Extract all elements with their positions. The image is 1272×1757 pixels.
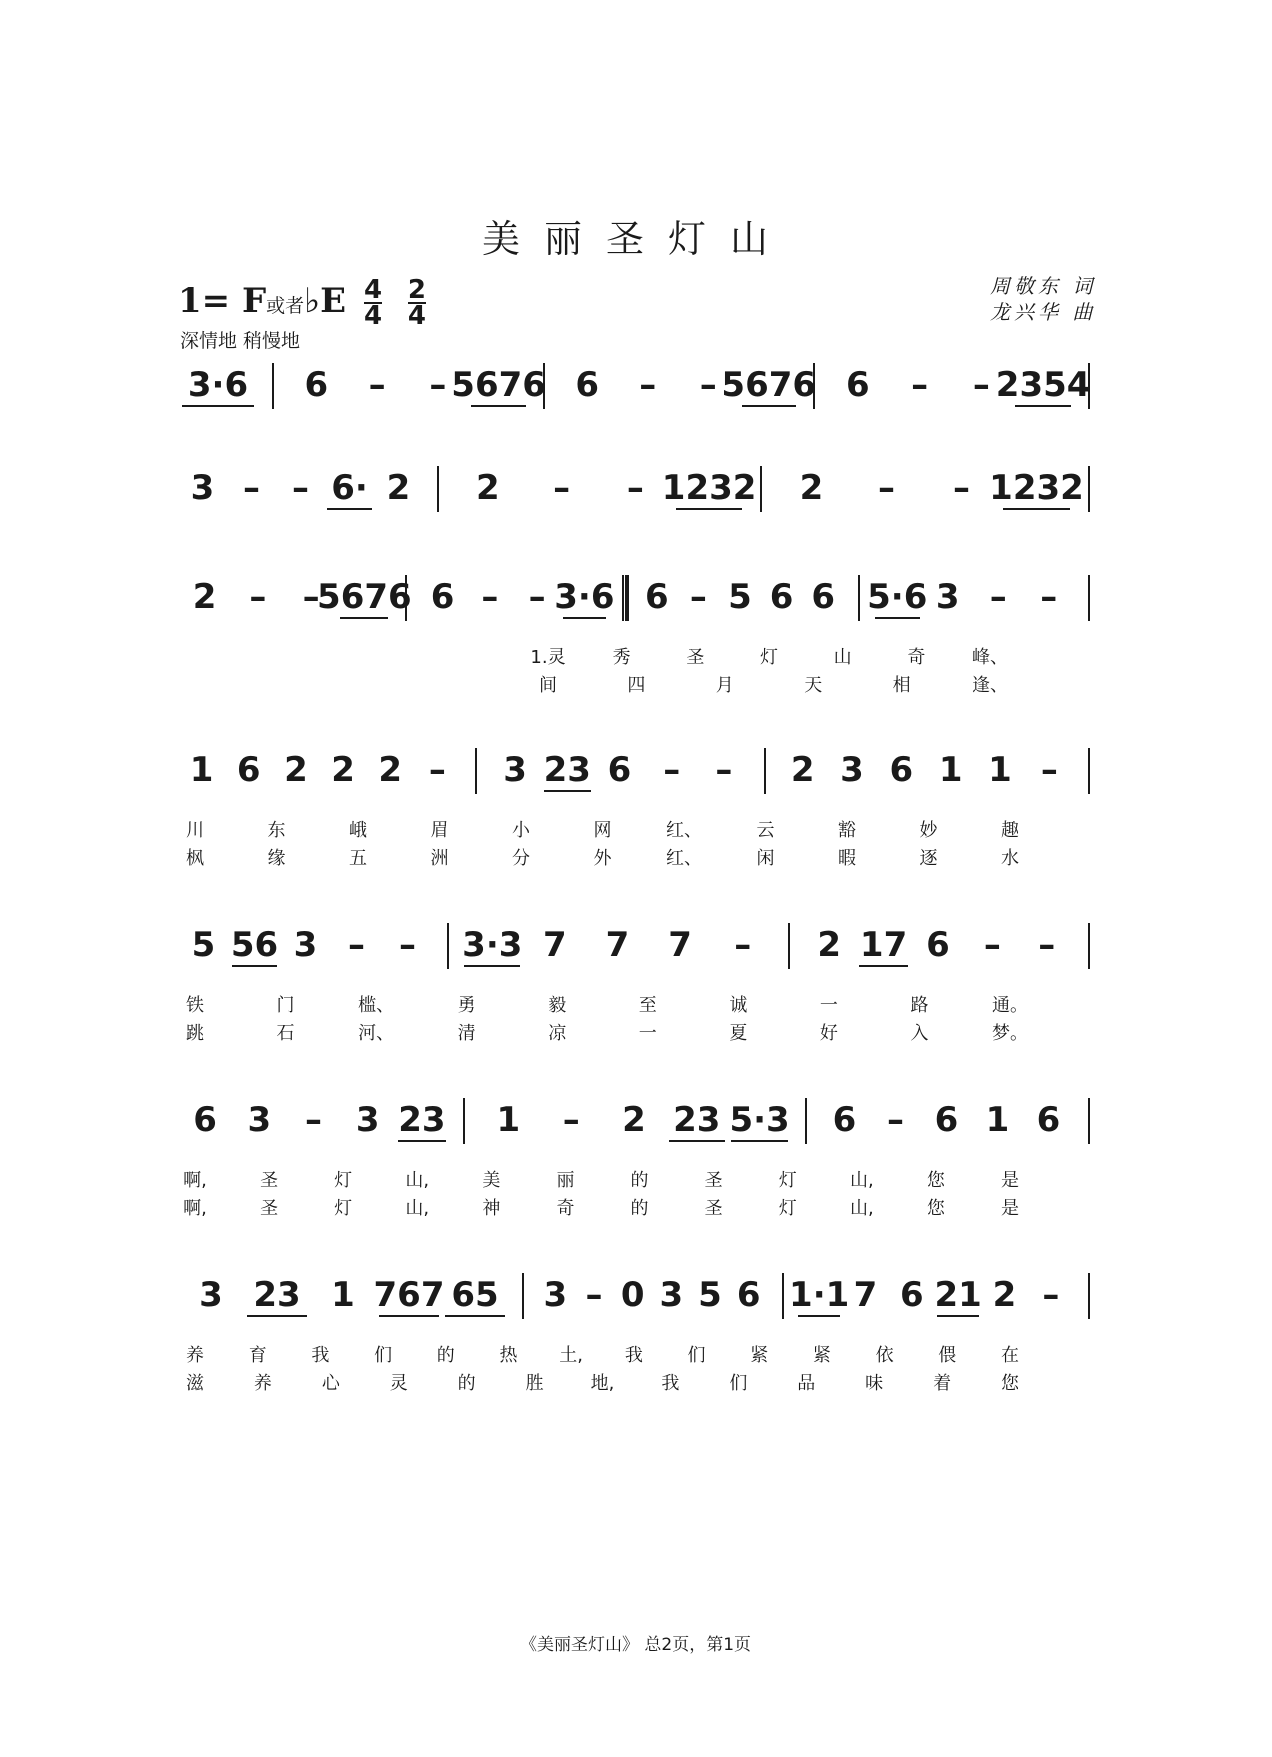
lyric-syllable: 灵 <box>389 1373 408 1394</box>
beam-line <box>676 508 742 510</box>
lyric-syllable: 我 <box>624 1345 643 1366</box>
lyric-syllable: 灯 <box>760 647 778 668</box>
lyric-syllable: 圣 <box>260 1170 279 1191</box>
note: – <box>878 468 895 508</box>
lyric-syllable: 我 <box>661 1373 680 1394</box>
note: 6 <box>193 1100 217 1140</box>
note: 1 <box>938 750 963 790</box>
lyric-syllable: 山, <box>405 1170 430 1191</box>
lyric-syllable: 的 <box>457 1373 476 1394</box>
lyric-syllable: 眉 <box>430 820 449 841</box>
lyric-syllable: 清 <box>457 1023 476 1044</box>
lyric-syllable: 水 <box>1001 848 1019 869</box>
lyric-syllable: 跳 <box>186 1023 204 1044</box>
lyric-syllable: 勇 <box>457 995 476 1016</box>
note: 2 <box>284 750 308 790</box>
beam-line <box>464 965 520 967</box>
lyric-syllable: 育 <box>248 1345 267 1366</box>
bar-line <box>1088 466 1090 512</box>
lyric-syllable: 着 <box>933 1373 952 1394</box>
lyric-syllable: 一 <box>819 995 838 1016</box>
note: – <box>911 365 929 405</box>
note: – <box>689 577 707 617</box>
note: 1 <box>189 750 214 790</box>
note: 3 <box>355 1100 380 1140</box>
lyric-syllable: 我 <box>311 1345 330 1366</box>
bar-line <box>760 466 762 512</box>
note: 7 <box>668 925 692 965</box>
note: 6 <box>926 925 950 965</box>
lyric-syllable: 路 <box>910 995 929 1016</box>
note: – <box>953 468 970 508</box>
note: 5676 <box>451 365 546 405</box>
note: 5 <box>728 577 752 617</box>
note: 23 <box>398 1100 446 1140</box>
note: – <box>639 365 657 405</box>
beam-line <box>247 1315 306 1317</box>
lyric-syllable: 逢、 <box>972 675 1008 696</box>
lyric-syllable: 山, <box>849 1198 874 1219</box>
lyric-syllable: 您 <box>1001 1373 1019 1394</box>
note: 6 <box>769 577 794 617</box>
note: – <box>1038 925 1056 965</box>
lyric-syllable: 紧 <box>750 1345 769 1366</box>
note: – <box>292 468 309 508</box>
bar-line <box>522 1273 524 1319</box>
lyric-syllable: 月 <box>715 675 734 696</box>
note: – <box>887 1100 904 1140</box>
note: 2 <box>799 468 824 508</box>
lyric-syllable: 山 <box>833 647 852 668</box>
lyric-syllable: 圣 <box>686 647 705 668</box>
note: 3 <box>247 1100 272 1140</box>
lyric-syllable: 奇 <box>556 1198 575 1219</box>
key-signature <box>178 275 426 331</box>
note: 1232 <box>989 468 1084 508</box>
note: 2 <box>192 577 217 617</box>
lyric-syllable: 相 <box>892 675 911 696</box>
lyric-syllable: 毅 <box>548 995 567 1016</box>
note: 23 <box>543 750 591 790</box>
bar-line <box>447 923 449 969</box>
beam-line <box>742 405 796 407</box>
lyric-syllable: 热 <box>499 1345 518 1366</box>
note: – <box>399 925 416 965</box>
time-signature-2-4: $\frac{2}{4}$ <box>407 275 426 331</box>
bar-line <box>788 923 790 969</box>
note: – <box>734 925 752 965</box>
note: – <box>699 365 717 405</box>
lyric-syllable: 间 <box>539 675 557 696</box>
lyric-syllable: 趣 <box>1001 820 1019 841</box>
lyric-syllable: 网 <box>593 820 612 841</box>
note: – <box>1040 577 1058 617</box>
lyric-syllable: 们 <box>687 1345 706 1366</box>
note: 2 <box>622 1100 646 1140</box>
page-footer: 《美丽圣灯山》 总2页，第1页 <box>520 1635 752 1655</box>
lyric-syllable: 小 <box>512 820 530 841</box>
note: 6 <box>575 365 600 405</box>
lyric-syllable: 缘 <box>267 848 286 869</box>
bar-line <box>1088 923 1090 969</box>
beam-line <box>340 617 388 619</box>
lyric-syllable: 是 <box>1001 1170 1019 1191</box>
note: 6 <box>430 577 455 617</box>
note: 6 <box>607 750 632 790</box>
lyric-syllable: 圣 <box>260 1198 279 1219</box>
note: 7 <box>853 1275 878 1315</box>
note: – <box>715 750 733 790</box>
lyric-syllable: 山, <box>849 1170 874 1191</box>
note: 1 <box>331 1275 355 1315</box>
note: – <box>528 577 546 617</box>
bar-line <box>858 575 860 621</box>
lyric-syllable: 圣 <box>704 1198 723 1219</box>
note: 2 <box>817 925 842 965</box>
lyric-syllable: 灯 <box>334 1198 353 1219</box>
note: 2 <box>386 468 411 508</box>
composer-credit: 龙兴华 曲 <box>990 300 1097 324</box>
lyric-syllable: 地, <box>590 1373 615 1394</box>
note: 3 <box>199 1275 223 1315</box>
note: 6 <box>736 1275 761 1315</box>
beam-line <box>669 1140 726 1142</box>
beam-line <box>1003 508 1071 510</box>
lyric-syllable: 您 <box>926 1198 945 1219</box>
lyric-syllable: 红、 <box>666 848 702 869</box>
bar-line <box>1088 1273 1090 1319</box>
note: 2 <box>378 750 403 790</box>
note: – <box>249 577 267 617</box>
lyric-syllable: 美 <box>482 1170 501 1191</box>
beam-line <box>563 617 606 619</box>
lyric-syllable: 五 <box>349 848 367 869</box>
lyric-syllable: 峨 <box>349 820 367 841</box>
note: 5 <box>191 925 216 965</box>
note: – <box>626 468 644 508</box>
lyric-syllable: 土, <box>559 1345 584 1366</box>
bar-line <box>475 748 477 794</box>
lyric-syllable: 好 <box>819 1023 838 1044</box>
lyric-syllable: 逐 <box>919 848 938 869</box>
lyric-syllable: 天 <box>804 675 823 696</box>
lyric-syllable: 心 <box>321 1373 340 1394</box>
note: 2354 <box>995 365 1091 405</box>
key-main: 1= F <box>178 281 267 321</box>
note: 6 <box>304 365 329 405</box>
lyric-syllable: 河、 <box>358 1023 395 1044</box>
beam-line <box>379 1315 438 1317</box>
note: 7 <box>543 925 567 965</box>
note: – <box>972 365 990 405</box>
bar-line <box>1088 748 1090 794</box>
note: 3 <box>503 750 527 790</box>
lyric-syllable: 是 <box>1001 1198 1019 1219</box>
note: – <box>302 577 320 617</box>
note: 2 <box>331 750 355 790</box>
note: 6· <box>331 468 368 508</box>
note: 3 <box>659 1275 684 1315</box>
note: – <box>305 1100 322 1140</box>
lyric-syllable: 们 <box>729 1373 748 1394</box>
lyric-syllable: 凉 <box>548 1023 567 1044</box>
lyric-syllable: 依 <box>875 1345 894 1366</box>
lyric-syllable: 铁 <box>186 995 204 1016</box>
bar-line <box>764 748 766 794</box>
note: 65 <box>451 1275 499 1315</box>
lyric-syllable: 山, <box>405 1198 430 1219</box>
lyric-syllable: 您 <box>926 1170 945 1191</box>
note: – <box>585 1275 603 1315</box>
beam-line <box>731 1140 788 1142</box>
lyric-syllable: 豁 <box>838 820 856 841</box>
note: 6 <box>899 1275 924 1315</box>
lyric-syllable: 养 <box>253 1373 272 1394</box>
bar-line <box>463 1098 465 1144</box>
lyric-syllable: 四 <box>627 675 646 696</box>
lyric-syllable: 枫 <box>186 848 204 869</box>
lyric-syllable: 石 <box>276 1023 295 1044</box>
beam-line <box>1015 405 1071 407</box>
note: 5·3 <box>729 1100 790 1140</box>
note: 7 <box>605 925 630 965</box>
lyric-syllable: 分 <box>512 848 530 869</box>
beam-line <box>798 1315 840 1317</box>
note: 6 <box>811 577 836 617</box>
bar-line <box>1088 1098 1090 1144</box>
note: 6 <box>644 577 669 617</box>
beam-line <box>937 1315 979 1317</box>
note: 2 <box>790 750 815 790</box>
note: – <box>989 577 1007 617</box>
lyric-syllable: 一 <box>638 1023 657 1044</box>
note: 1·1 <box>789 1275 850 1315</box>
lyric-syllable: 夏 <box>729 1023 748 1044</box>
note: – <box>243 468 260 508</box>
lyric-syllable: 红、 <box>666 820 702 841</box>
note: 1232 <box>661 468 757 508</box>
lyric-syllable: 养 <box>186 1345 204 1366</box>
lyric-syllable: 们 <box>374 1345 393 1366</box>
bar-line <box>437 466 439 512</box>
note: – <box>348 925 365 965</box>
note: 2 <box>992 1275 1017 1315</box>
lyric-syllable: 灯 <box>778 1170 797 1191</box>
lyric-syllable: 的 <box>630 1170 649 1191</box>
lyric-syllable: 闲 <box>756 848 775 869</box>
lyric-syllable: 槛、 <box>358 995 395 1016</box>
note: 1 <box>988 750 1012 790</box>
lyric-syllable: 灯 <box>778 1198 797 1219</box>
lyric-syllable: 在 <box>1001 1345 1019 1366</box>
beam-line <box>544 790 591 792</box>
bar-line <box>1088 575 1090 621</box>
lyric-syllable: 神 <box>482 1198 501 1219</box>
repeat-bar-thick <box>625 575 629 621</box>
lyric-syllable: 的 <box>436 1345 455 1366</box>
lyric-syllable: 妙 <box>919 820 938 841</box>
song-title: 美丽圣灯山 <box>482 217 793 261</box>
note: 6 <box>934 1100 959 1140</box>
note: – <box>663 750 681 790</box>
key-alt: ♭E <box>304 281 347 321</box>
lyric-syllable: 丽 <box>556 1170 575 1191</box>
lyric-syllable: 啊, <box>183 1198 207 1219</box>
note: 5676 <box>317 577 412 617</box>
note: 6 <box>889 750 914 790</box>
lyric-syllable: 梦。 <box>992 1023 1028 1044</box>
lyric-syllable: 味 <box>865 1373 884 1394</box>
note: 6 <box>832 1100 857 1140</box>
bar-line <box>805 1098 807 1144</box>
lyric-syllable: 紧 <box>812 1345 831 1366</box>
bar-line <box>272 363 274 409</box>
lyric-syllable: 奇 <box>907 647 926 668</box>
bar-line <box>782 1273 784 1319</box>
lyric-syllable: 秀 <box>612 647 631 668</box>
note: 1 <box>985 1100 1010 1140</box>
lyric-syllable: 啊, <box>183 1170 207 1191</box>
lyric-syllable: 云 <box>756 820 775 841</box>
note: 3·6 <box>187 365 249 405</box>
note: – <box>368 365 386 405</box>
note: 5676 <box>721 365 817 405</box>
lyric-syllable: 通。 <box>992 995 1028 1016</box>
note: – <box>983 925 1001 965</box>
note: – <box>562 1100 580 1140</box>
lyric-syllable: 川 <box>186 820 204 841</box>
beam-line <box>875 617 920 619</box>
beam-line <box>859 965 908 967</box>
beam-line <box>182 405 254 407</box>
lyric-syllable: 的 <box>630 1198 649 1219</box>
lyric-syllable: 滋 <box>186 1373 204 1394</box>
note: 3 <box>935 577 960 617</box>
note: 3·3 <box>462 925 523 965</box>
lyric-syllable: 1.灵 <box>530 647 566 668</box>
note: 6 <box>236 750 261 790</box>
lyric-syllable: 洲 <box>430 848 449 869</box>
note: 56 <box>230 925 279 965</box>
tempo-marking: 深情地 稍慢地 <box>180 330 301 352</box>
lyric-syllable: 偎 <box>938 1345 957 1366</box>
beam-line <box>398 1140 447 1142</box>
note: 767 <box>373 1275 445 1315</box>
beam-line <box>445 1315 504 1317</box>
note: 3 <box>840 750 864 790</box>
note: 3·6 <box>554 577 615 617</box>
note: – <box>1042 1275 1060 1315</box>
note: 3 <box>293 925 318 965</box>
lyric-syllable: 胜 <box>525 1373 544 1394</box>
beam-line <box>327 508 371 510</box>
lyric-syllable: 诚 <box>729 995 748 1016</box>
lyric-syllable: 品 <box>797 1373 816 1394</box>
lyric-syllable: 灯 <box>334 1170 353 1191</box>
lyric-syllable: 东 <box>267 820 286 841</box>
lyric-syllable: 门 <box>276 995 295 1016</box>
beam-line <box>232 965 278 967</box>
lyric-syllable: 入 <box>910 1023 929 1044</box>
note: – <box>1040 750 1058 790</box>
note: 5 <box>698 1275 722 1315</box>
note: 1 <box>496 1100 521 1140</box>
lyric-syllable: 外 <box>593 848 612 869</box>
note: – <box>553 468 571 508</box>
time-signature-4-4: $\frac{4}{4}$ <box>363 275 383 331</box>
note: 23 <box>673 1100 721 1140</box>
note: 21 <box>934 1275 982 1315</box>
note: 3 <box>543 1275 568 1315</box>
note: – <box>428 750 446 790</box>
beam-line <box>471 405 526 407</box>
bar-line <box>622 575 624 621</box>
lyricist-credit: 周敬东 词 <box>990 274 1097 298</box>
lyric-syllable: 至 <box>638 995 657 1016</box>
note: – <box>481 577 499 617</box>
note: 23 <box>253 1275 301 1315</box>
key-alt-word: 或者 <box>266 295 305 317</box>
note: 6 <box>846 365 870 405</box>
note: – <box>429 365 447 405</box>
note: 2 <box>476 468 500 508</box>
note: 0 <box>620 1275 645 1315</box>
note: 17 <box>859 925 908 965</box>
lyric-syllable: 峰、 <box>972 647 1008 668</box>
note: 5·6 <box>867 577 928 617</box>
note: 6 <box>1036 1100 1061 1140</box>
lyric-syllable: 暇 <box>838 848 856 869</box>
lyric-syllable: 圣 <box>704 1170 723 1191</box>
note: 3 <box>190 468 215 508</box>
